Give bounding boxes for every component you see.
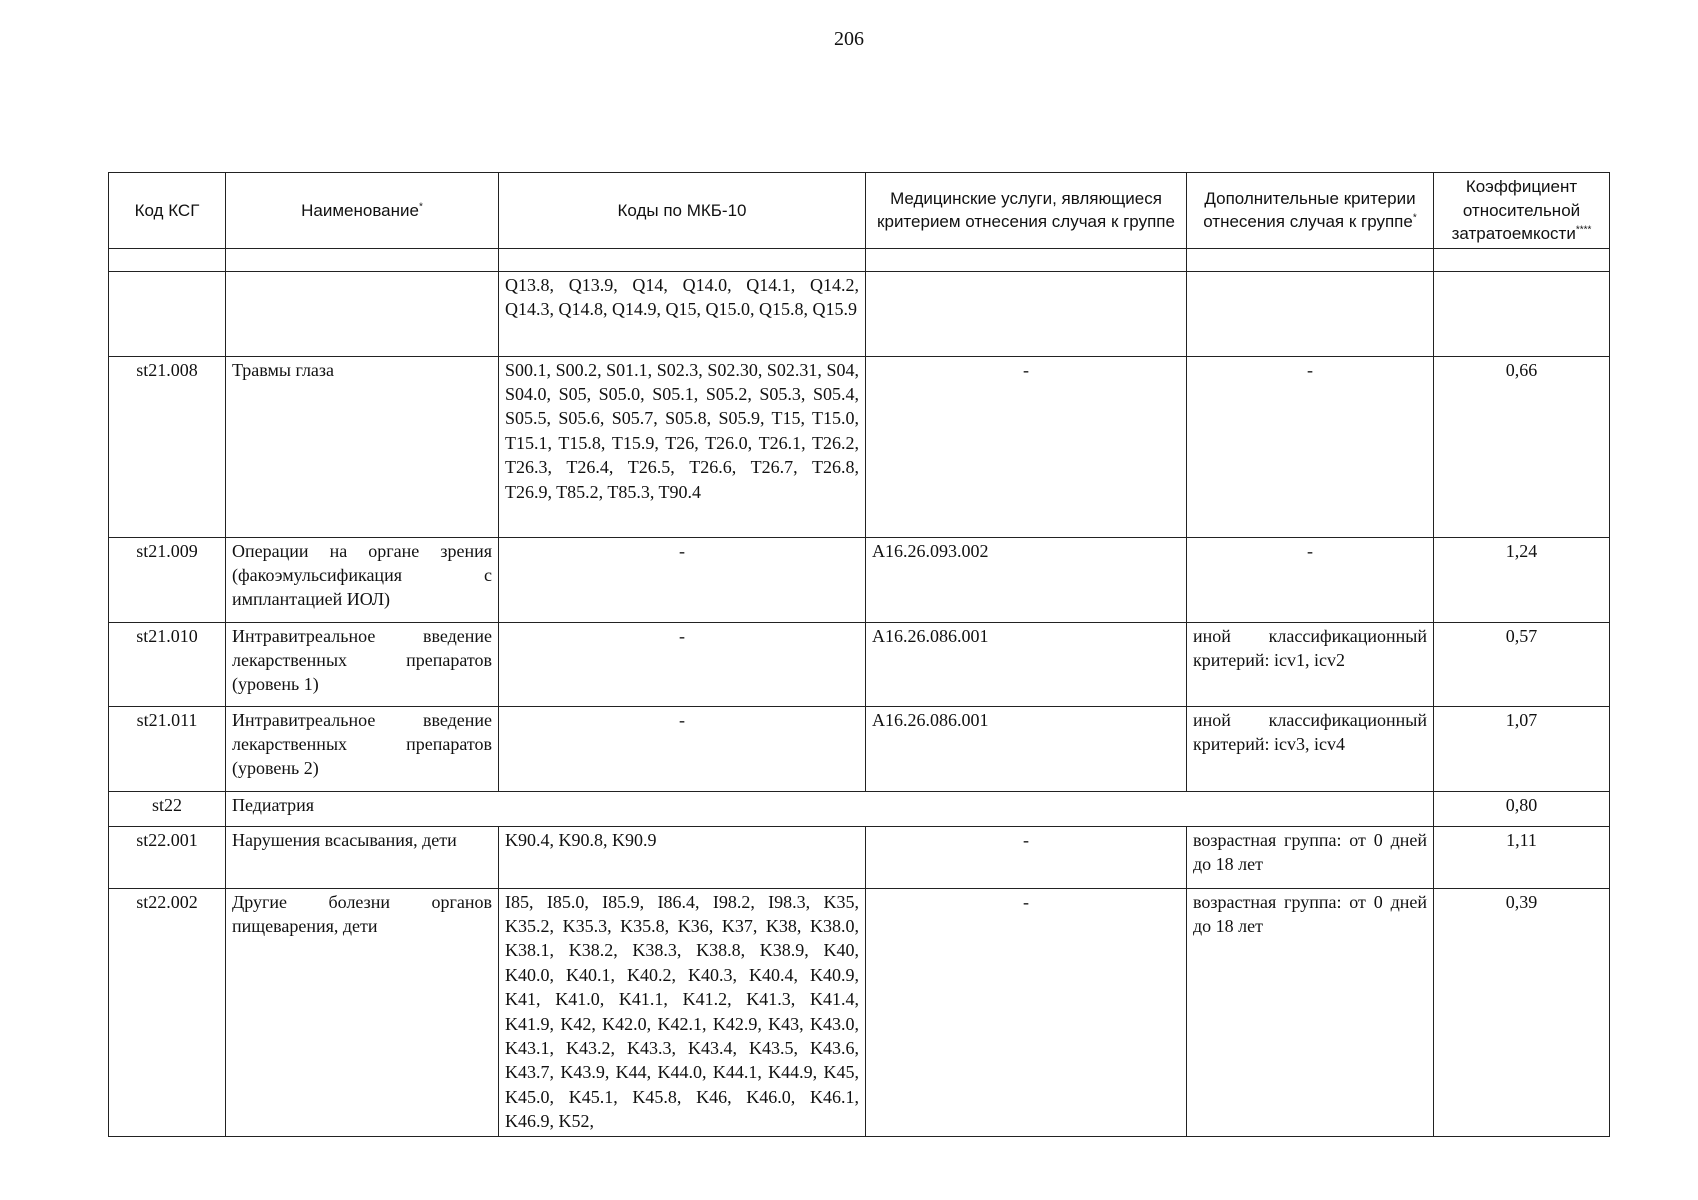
cell-services: A16.26.086.001 xyxy=(866,706,1187,791)
cell-code: st22.001 xyxy=(109,826,226,888)
cell-services: - xyxy=(866,826,1187,888)
cell-coef: 0,57 xyxy=(1434,622,1610,706)
header-services: Медицинские услуги, являющиеся критерием отнесения случая к группе xyxy=(866,173,1187,249)
cell-services: A16.26.086.001 xyxy=(866,622,1187,706)
header-row xyxy=(109,173,1610,249)
cell-criteria: возрастная группа: от 0 дней до 18 лет xyxy=(1187,888,1434,1136)
cell-criteria xyxy=(1187,271,1434,356)
table-row xyxy=(109,622,1610,706)
cell-coef: 0,39 xyxy=(1434,888,1610,1136)
cell-mkb: K90.4, K90.8, K90.9 xyxy=(499,826,866,888)
cell-mkb: Q13.8, Q13.9, Q14, Q14.0, Q14.1, Q14.2, Q14.3, Q14.8, Q14.9, Q15, Q15.0, Q15.8, Q15.9 xyxy=(499,271,866,356)
cell-name: Другие болезни органов пищеварения, дети xyxy=(226,888,499,1136)
header-name-mark: * xyxy=(418,200,423,212)
cell-coef: 1,24 xyxy=(1434,537,1610,622)
cell-criteria: иной классификационный критерий: icv1, icv2 xyxy=(1187,622,1434,706)
cell-code xyxy=(109,271,226,356)
cell-services: - xyxy=(866,888,1187,1136)
table-row xyxy=(109,888,1610,1136)
cell-mkb: - xyxy=(499,706,866,791)
cell-name: Травмы глаза xyxy=(226,356,499,537)
cell-section-name: Педиатрия xyxy=(226,791,1434,826)
cell-criteria: возрастная группа: от 0 дней до 18 лет xyxy=(1187,826,1434,888)
header-name: Наименование* xyxy=(226,173,499,249)
cell-name: Операции на органе зрения (факоэмульсификация с имплантацией ИОЛ) xyxy=(226,537,499,622)
cell-mkb: S00.1, S00.2, S01.1, S02.3, S02.30, S02.31, S04, S04.0, S05, S05.0, S05.1, S05.2, S05.3, S05.4, S05.5, S05.6, S05.7, S05.8, S05.9, T15, T15.0, T15.1, T15.8, T15.9, T26, T26.0, T26.1, T26.2, T26.3, T26.4, T26.5, T26.6, T26.7, T26.8, T26.9, T85.2, T85.3, T90.4 xyxy=(499,356,866,537)
table-row xyxy=(109,706,1610,791)
cell-services xyxy=(866,271,1187,356)
table-row xyxy=(109,271,1610,356)
cell-mkb: - xyxy=(499,537,866,622)
cell-code: st22 xyxy=(109,791,226,826)
table-row xyxy=(109,356,1610,537)
header-mkb: Коды по МКБ-10 xyxy=(499,173,866,249)
cell-name xyxy=(226,271,499,356)
ksg-table xyxy=(108,172,1610,1137)
header-criteria-mark: * xyxy=(1412,212,1417,224)
table-row xyxy=(109,826,1610,888)
cell-coef: 1,07 xyxy=(1434,706,1610,791)
cell-services: A16.26.093.002 xyxy=(866,537,1187,622)
header-spacer-row xyxy=(109,248,1610,271)
cell-coef xyxy=(1434,271,1610,356)
cell-criteria: иной классификационный критерий: icv3, icv4 xyxy=(1187,706,1434,791)
cell-code: st22.002 xyxy=(109,888,226,1136)
cell-code: st21.011 xyxy=(109,706,226,791)
table-row xyxy=(109,537,1610,622)
cell-name: Интравитреальное введение лекарственных препаратов (уровень 2) xyxy=(226,706,499,791)
cell-criteria: - xyxy=(1187,356,1434,537)
page-number: 206 xyxy=(834,28,864,50)
cell-mkb: - xyxy=(499,622,866,706)
header-coef: Коэффициент относительной затратоемкости**** xyxy=(1434,173,1610,249)
cell-coef: 0,80 xyxy=(1434,791,1610,826)
table-row-section xyxy=(109,791,1610,826)
cell-mkb: I85, I85.0, I85.9, I86.4, I98.2, I98.3, K35, K35.2, K35.3, K35.8, K36, K37, K38, K38.0, K38.1, K38.2, K38.3, K38.8, K38.9, K40, K40.0, K40.1, K40.2, K40.3, K40.4, K40.9, K41, K41.0, K41.1, K41.2, K41.3, K41.4, K41.9, K42, K42.0, K42.1, K42.9, K43, K43.0, K43.1, K43.2, K43.3, K43.4, K43.5, K43.6, K43.7, K43.9, K44, K44.0, K44.1, K44.9, K45, K45.0, K45.1, K45.8, K46, K46.0, K46.1, K46.9, K52, xyxy=(499,888,866,1136)
header-criteria: Дополнительные критерии отнесения случая к группе* xyxy=(1187,173,1434,249)
cell-services: - xyxy=(866,356,1187,537)
cell-code: st21.009 xyxy=(109,537,226,622)
header-coef-mark: **** xyxy=(1575,224,1592,236)
header-code: Код КСГ xyxy=(109,173,226,249)
cell-name: Нарушения всасывания, дети xyxy=(226,826,499,888)
cell-code: st21.008 xyxy=(109,356,226,537)
cell-code: st21.010 xyxy=(109,622,226,706)
cell-name: Интравитреальное введение лекарственных препаратов (уровень 1) xyxy=(226,622,499,706)
cell-coef: 1,11 xyxy=(1434,826,1610,888)
cell-coef: 0,66 xyxy=(1434,356,1610,537)
cell-criteria: - xyxy=(1187,537,1434,622)
